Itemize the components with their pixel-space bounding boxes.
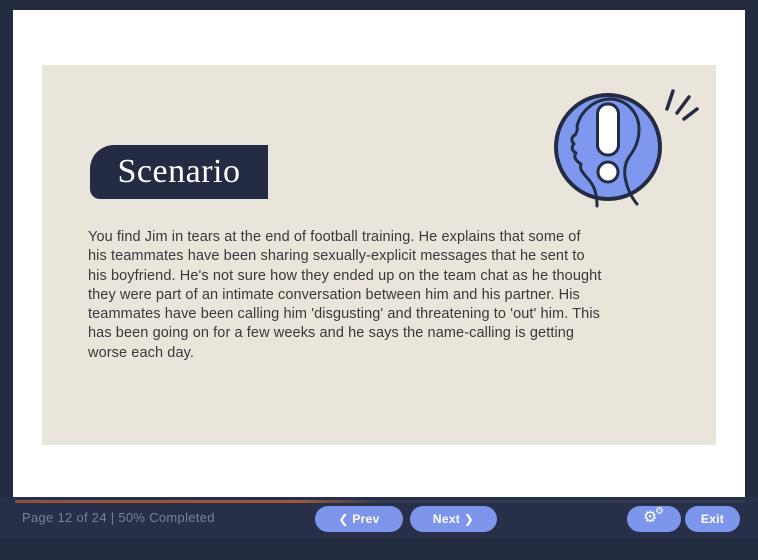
page-status: Page 12 of 24 | 50% Completed (22, 510, 215, 525)
title-plate (90, 145, 268, 199)
exit-button[interactable]: Exit (685, 506, 740, 532)
settings-button[interactable] (627, 506, 681, 532)
slide-page (13, 10, 745, 497)
gear-icon: ⚙ ⚙ (643, 506, 665, 526)
next-button[interactable]: Next ❯ (410, 506, 497, 532)
progress-fill (15, 500, 380, 503)
page-title: Scenario (117, 153, 241, 190)
progress-bar (15, 500, 745, 503)
alert-head-icon (545, 83, 707, 215)
footer-bar (0, 497, 758, 560)
scenario-text: You find Jim in tears at the end of football training. He explains that some of his teammates have been sharing sexually-explicit messages that he sent to his boyfriend. He's not sure how they ended up on the team chat as he thought they were part of an intimate conversation between him and his partner. His teammates have been calling him 'disgusting' and threatening to 'out' him. This has been going on for a few weeks and he says the name-calling is getting worse each day. (88, 229, 602, 361)
prev-button[interactable]: ❮ Prev (315, 506, 403, 532)
scenario-card (42, 65, 716, 445)
